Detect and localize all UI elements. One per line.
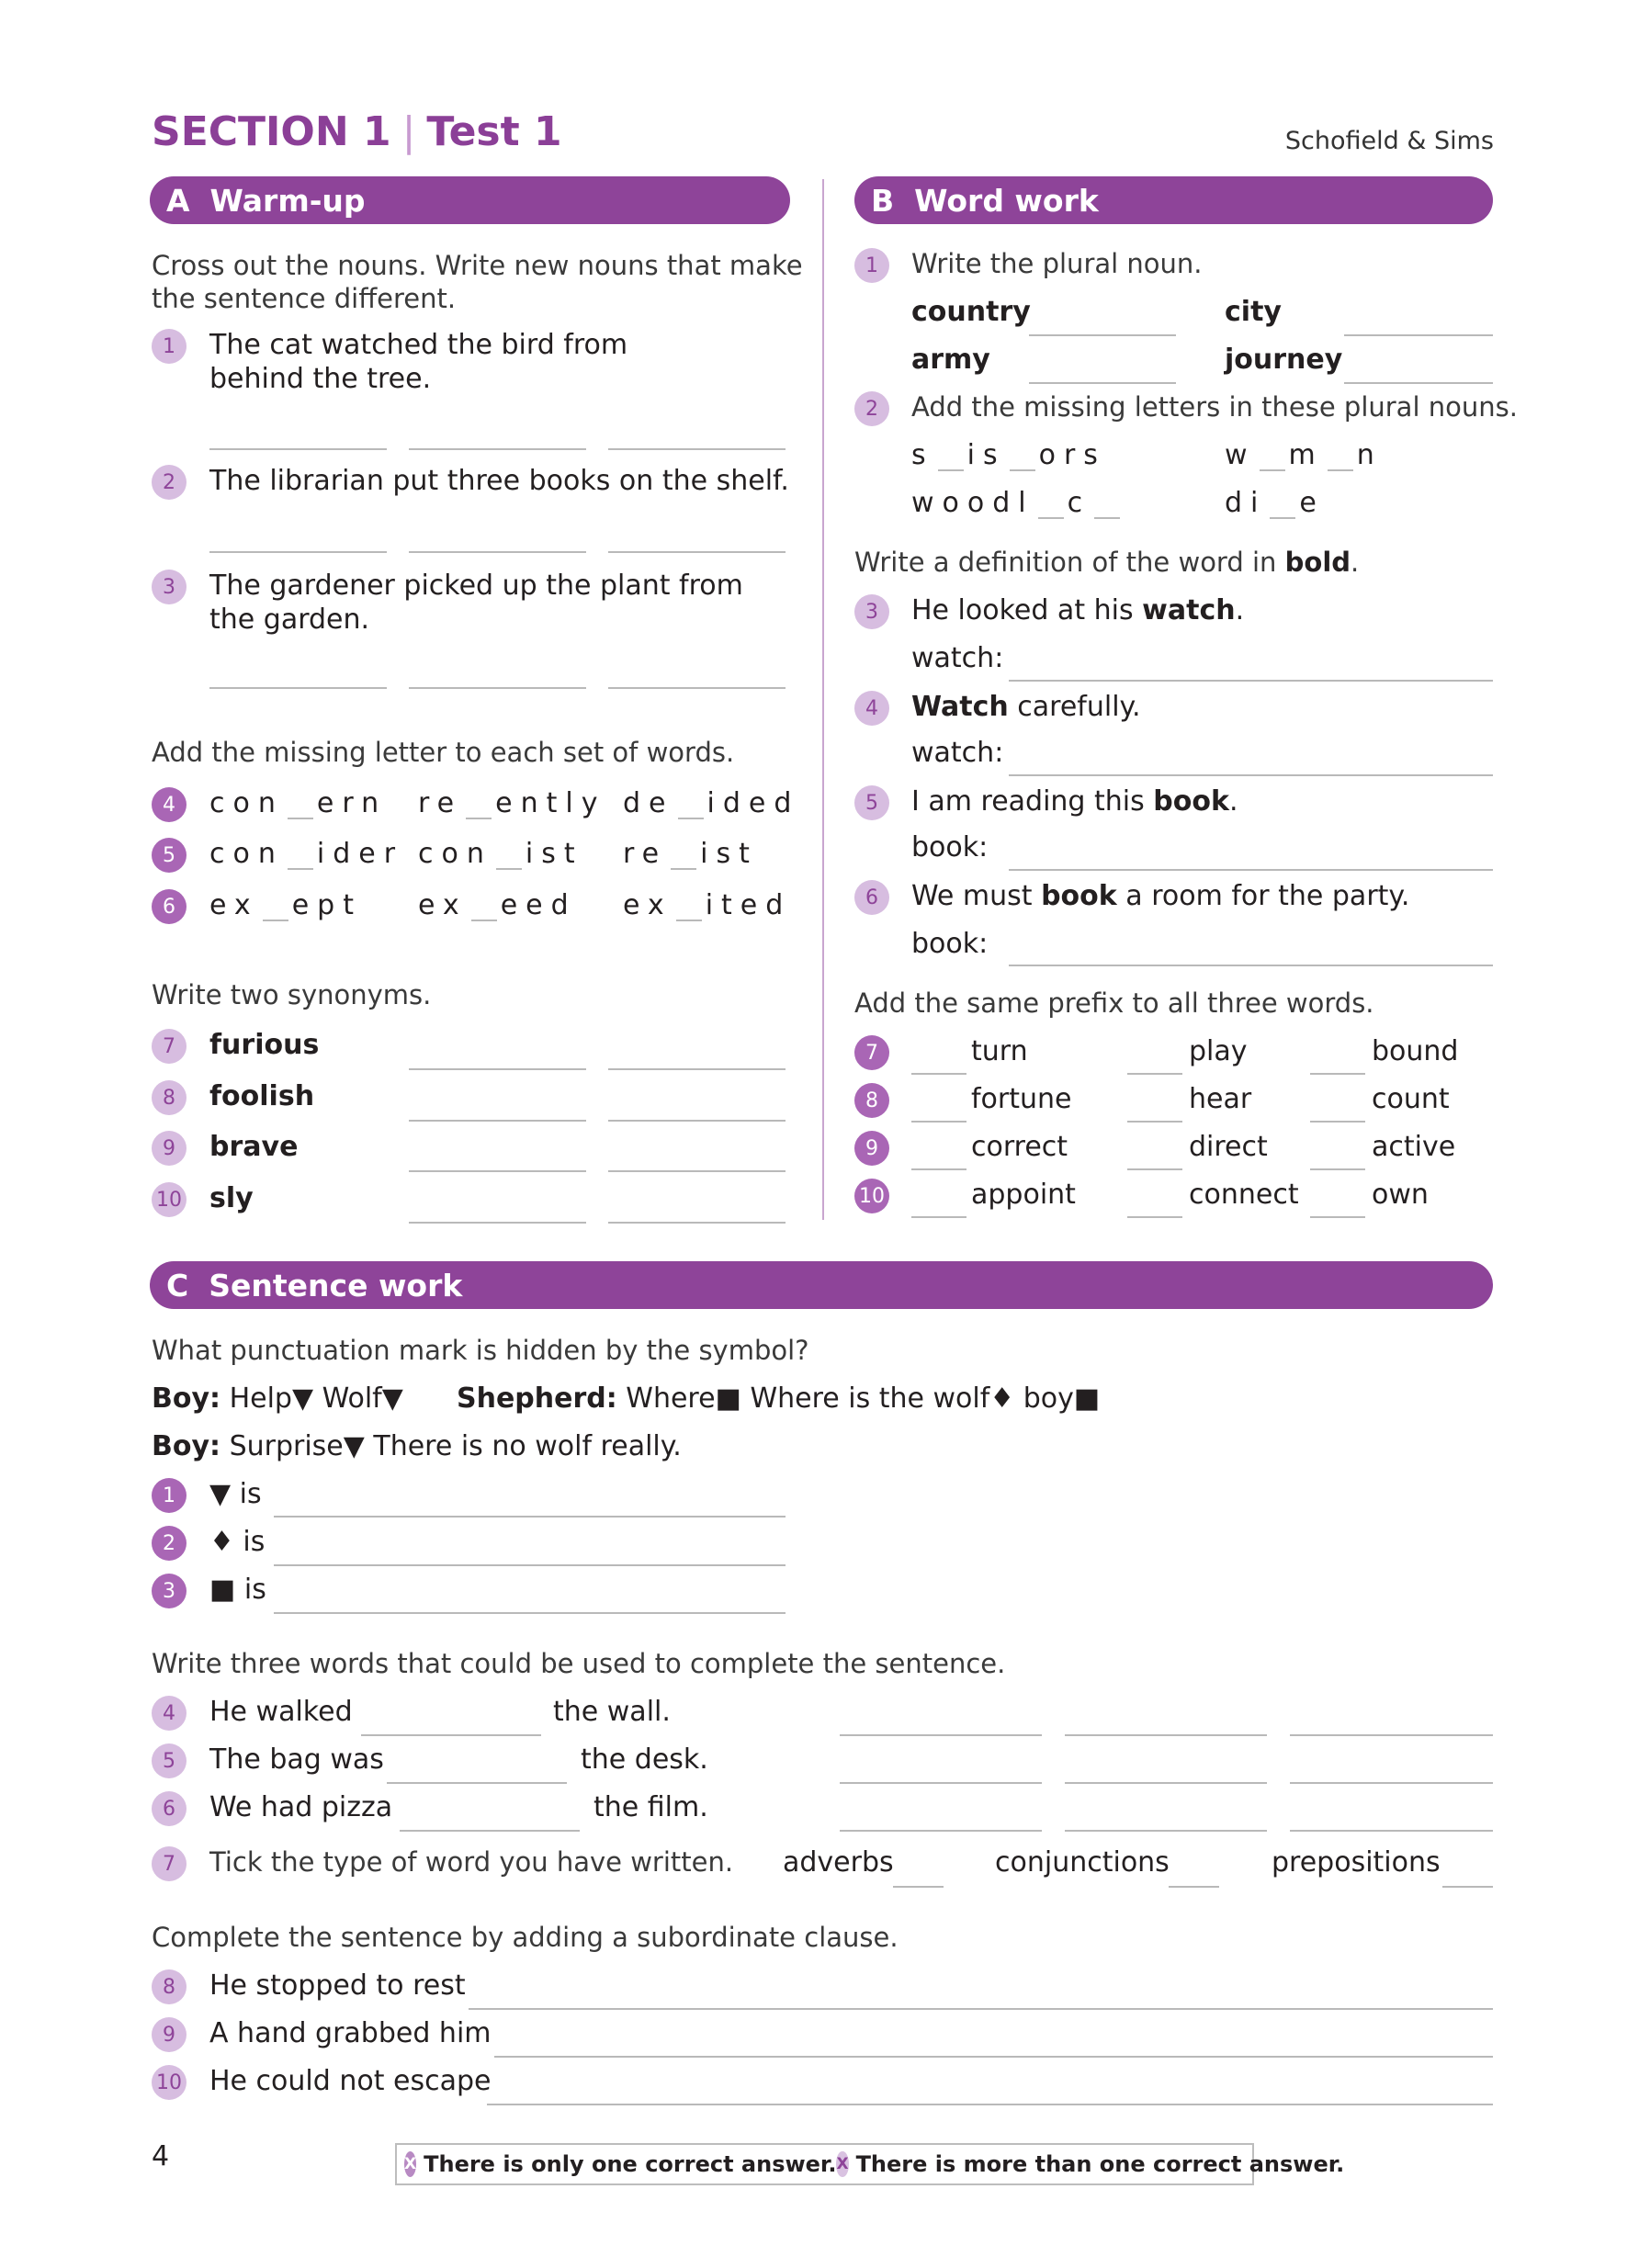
- answer-line[interactable]: [274, 1516, 786, 1518]
- synonym-word: furious: [209, 1029, 320, 1061]
- missing-letters-word: woodl c: [911, 487, 1124, 519]
- question-text: Watch carefully.: [911, 691, 1141, 723]
- section-letter: B: [871, 182, 895, 219]
- answer-line[interactable]: [840, 1782, 1042, 1784]
- prefix-blank[interactable]: [1310, 1168, 1365, 1170]
- prefix-word: turn: [971, 1035, 1028, 1067]
- letter-blank[interactable]: [938, 444, 964, 471]
- question-number: 10: [152, 2065, 187, 2100]
- prefix-word: appoint: [971, 1179, 1076, 1211]
- question-text: Write the plural noun.: [911, 248, 1203, 279]
- sentence-blank[interactable]: [400, 1830, 580, 1832]
- sentence-start: The bag was: [209, 1743, 384, 1776]
- legend-more: There is more than one correct answer.: [855, 2151, 1345, 2177]
- answer-line[interactable]: [608, 687, 786, 689]
- prefix-blank[interactable]: [1310, 1073, 1365, 1075]
- page-title: [152, 108, 562, 155]
- missing-letter-word: ex eed: [418, 889, 577, 921]
- instruction: Write three words that could be used to complete the sentence.: [152, 1648, 1006, 1679]
- answer-line[interactable]: [1065, 1782, 1267, 1784]
- legend-one: There is only one correct answer.: [424, 2151, 837, 2177]
- question-number: 6: [152, 889, 187, 924]
- prefix-word: correct: [971, 1131, 1068, 1163]
- answer-line[interactable]: [1009, 965, 1493, 966]
- answer-line[interactable]: [1029, 334, 1176, 336]
- question-number: 4: [152, 787, 187, 822]
- dialogue-line: Shepherd: Where■ Where is the wolf♦ boy■: [457, 1382, 1101, 1415]
- question-number: 7: [854, 1035, 889, 1070]
- tick-box[interactable]: [1169, 1886, 1219, 1888]
- instruction: What punctuation mark is hidden by the symbol?: [152, 1335, 809, 1366]
- plural-word: city: [1225, 296, 1282, 328]
- definition-label: book:: [911, 928, 989, 960]
- prefix-word: connect: [1189, 1179, 1299, 1211]
- answer-line[interactable]: [209, 687, 387, 689]
- synonym-word: brave: [209, 1131, 299, 1163]
- answer-line[interactable]: [1290, 1830, 1493, 1832]
- single-answer-icon: X: [404, 2151, 416, 2177]
- question-number: 3: [152, 1574, 187, 1608]
- missing-letter-word: re ently: [418, 787, 606, 819]
- answer-line[interactable]: [1029, 382, 1176, 384]
- answer-line[interactable]: [209, 448, 387, 450]
- sentence-start: A hand grabbed him: [209, 2017, 492, 2049]
- answer-line[interactable]: [1344, 334, 1493, 336]
- letter-blank[interactable]: [671, 842, 696, 870]
- question-number: 6: [152, 1791, 187, 1826]
- page-number: 4: [152, 2140, 170, 2172]
- question-text: behind the tree.: [209, 363, 432, 395]
- missing-letter-word: ex ited: [623, 889, 792, 921]
- question-number: 5: [152, 838, 187, 873]
- word-type: adverbs: [783, 1846, 894, 1879]
- answer-line[interactable]: [608, 1068, 786, 1070]
- prefix-blank[interactable]: [1127, 1168, 1182, 1170]
- question-number: 9: [152, 1131, 187, 1166]
- column-divider: [822, 179, 824, 1220]
- word-type: prepositions: [1272, 1846, 1441, 1879]
- prefix-word: fortune: [971, 1083, 1072, 1115]
- prefix-blank[interactable]: [911, 1168, 966, 1170]
- section-b-header: [854, 176, 1493, 224]
- question-text: I am reading this book.: [911, 785, 1238, 818]
- letter-blank[interactable]: [1328, 444, 1353, 471]
- plural-word: journey: [1225, 344, 1343, 376]
- missing-letter-word: ex ept: [209, 889, 362, 921]
- answer-line[interactable]: [840, 1734, 1042, 1736]
- plural-word: army: [911, 344, 990, 376]
- dialogue-line: Boy: Help▼ Wolf▼: [152, 1382, 403, 1415]
- question-number: 4: [152, 1696, 187, 1731]
- tick-box[interactable]: [1442, 1886, 1493, 1888]
- question-text: He looked at his watch.: [911, 594, 1245, 626]
- question-number: 2: [854, 391, 889, 426]
- answer-line[interactable]: [494, 2056, 1493, 2058]
- section-title: Sentence work: [209, 1267, 463, 1303]
- question-text: We must book a room for the party.: [911, 880, 1410, 912]
- symbol-label: ■ is: [209, 1574, 266, 1606]
- question-text: the garden.: [209, 604, 370, 636]
- letter-blank[interactable]: [471, 894, 497, 921]
- missing-letters-word: di e: [1225, 487, 1325, 519]
- answer-line[interactable]: [409, 551, 586, 553]
- prefix-word: own: [1372, 1179, 1429, 1211]
- missing-letters-word: w m n: [1225, 439, 1383, 471]
- question-number: 9: [152, 2017, 187, 2052]
- letter-blank[interactable]: [496, 842, 522, 870]
- instruction: Write a definition of the word in bold.: [854, 547, 1360, 578]
- question-number: 7: [152, 1029, 187, 1064]
- synonym-word: sly: [209, 1182, 254, 1214]
- section-title: Word work: [914, 182, 1099, 219]
- question-number: 3: [854, 594, 889, 629]
- prefix-blank[interactable]: [1127, 1073, 1182, 1075]
- sentence-start: He walked: [209, 1696, 353, 1728]
- question-number: 6: [854, 880, 889, 915]
- question-number: 10: [854, 1179, 889, 1213]
- question-text: The librarian put three books on the shelf.: [209, 465, 789, 497]
- question-text: Tick the type of word you have written.: [209, 1846, 734, 1878]
- section-a-header: [150, 176, 790, 224]
- prefix-blank[interactable]: [911, 1073, 966, 1075]
- question-text: The cat watched the bird from: [209, 329, 628, 361]
- question-number: 9: [854, 1131, 889, 1166]
- answer-line[interactable]: [1065, 1830, 1267, 1832]
- letter-blank[interactable]: [1038, 491, 1064, 519]
- question-number: 10: [152, 1182, 187, 1217]
- letter-blank[interactable]: [466, 792, 492, 819]
- prefix-blank[interactable]: [1127, 1121, 1182, 1123]
- prefix-blank[interactable]: [1310, 1121, 1365, 1123]
- prefix-word: count: [1372, 1083, 1450, 1115]
- answer-line[interactable]: [409, 687, 586, 689]
- prefix-word: active: [1372, 1131, 1456, 1163]
- question-number: 2: [152, 465, 187, 500]
- question-number: 5: [152, 1743, 187, 1778]
- missing-letter-word: de ided: [623, 787, 800, 819]
- answer-line[interactable]: [209, 551, 387, 553]
- sentence-end: the film.: [593, 1791, 708, 1823]
- letter-blank[interactable]: [263, 894, 288, 921]
- answer-key-legend: [395, 2143, 1345, 2185]
- question-number: 2: [152, 1526, 187, 1561]
- sentence-start: We had pizza: [209, 1791, 393, 1823]
- answer-line[interactable]: [1290, 1782, 1493, 1784]
- instruction: Complete the sentence by adding a subordinate clause.: [152, 1922, 899, 1953]
- missing-letter-word: con ider: [209, 838, 404, 870]
- prefix-blank[interactable]: [911, 1121, 966, 1123]
- word-type: conjunctions: [995, 1846, 1170, 1879]
- letter-blank[interactable]: [678, 792, 704, 819]
- letter-blank[interactable]: [1094, 491, 1120, 519]
- missing-letter-word: re ist: [623, 838, 758, 870]
- letter-blank[interactable]: [288, 792, 313, 819]
- answer-line[interactable]: [608, 1170, 786, 1172]
- instruction: the sentence different.: [152, 283, 457, 314]
- multiple-answer-icon: X: [836, 2151, 848, 2177]
- letter-blank[interactable]: [1270, 491, 1295, 519]
- answer-line[interactable]: [469, 2008, 1493, 2010]
- instruction: Write two synonyms.: [152, 979, 432, 1010]
- answer-line[interactable]: [608, 1222, 786, 1224]
- question-number: 5: [854, 785, 889, 820]
- sentence-start: He stopped to rest: [209, 1969, 466, 2002]
- prefix-blank[interactable]: [911, 1216, 966, 1218]
- letter-blank[interactable]: [676, 894, 702, 921]
- question-number: 7: [152, 1846, 187, 1881]
- question-number: 1: [152, 329, 187, 364]
- dialogue-line: Boy: Surprise▼ There is no wolf really.: [152, 1430, 682, 1462]
- instruction: Add the missing letter to each set of words.: [152, 737, 735, 768]
- definition-label: book:: [911, 831, 989, 863]
- letter-blank[interactable]: [1010, 444, 1035, 471]
- sentence-blank[interactable]: [387, 1782, 567, 1784]
- question-number: 8: [854, 1083, 889, 1118]
- answer-line[interactable]: [1290, 1734, 1493, 1736]
- question-text: Add the missing letters in these plural nouns.: [911, 391, 1518, 423]
- missing-letter-word: con ern: [209, 787, 388, 819]
- answer-line[interactable]: [409, 1068, 586, 1070]
- test-label: Test 1: [426, 108, 562, 155]
- answer-line[interactable]: [608, 1120, 786, 1122]
- answer-line[interactable]: [1009, 680, 1493, 682]
- sentence-end: the wall.: [553, 1696, 671, 1728]
- answer-line[interactable]: [409, 1170, 586, 1172]
- answer-line[interactable]: [274, 1612, 786, 1614]
- letter-blank[interactable]: [1260, 444, 1285, 471]
- question-number: 8: [152, 1969, 187, 2004]
- question-number: 1: [854, 248, 889, 283]
- prefix-word: play: [1189, 1035, 1248, 1067]
- tick-box[interactable]: [893, 1886, 944, 1888]
- missing-letters-word: s is ors: [911, 439, 1106, 471]
- section-label: SECTION 1: [152, 108, 391, 155]
- letter-blank[interactable]: [288, 842, 313, 870]
- answer-line[interactable]: [409, 1222, 586, 1224]
- symbol-label: ♦ is: [209, 1526, 266, 1558]
- definition-label: watch:: [911, 642, 1004, 674]
- prefix-blank[interactable]: [1310, 1216, 1365, 1218]
- synonym-word: foolish: [209, 1080, 315, 1112]
- answer-line[interactable]: [1344, 382, 1493, 384]
- prefix-blank[interactable]: [1127, 1216, 1182, 1218]
- answer-line[interactable]: [1009, 869, 1493, 871]
- question-number: 4: [854, 691, 889, 726]
- prefix-word: direct: [1189, 1131, 1268, 1163]
- symbol-label: ▼ is: [209, 1478, 262, 1510]
- question-number: 1: [152, 1478, 187, 1513]
- answer-line[interactable]: [274, 1564, 786, 1566]
- sentence-blank[interactable]: [361, 1734, 541, 1736]
- question-number: 8: [152, 1080, 187, 1115]
- title-separator: |: [401, 108, 416, 155]
- prefix-word: hear: [1189, 1083, 1252, 1115]
- definition-label: watch:: [911, 737, 1004, 769]
- plural-word: country: [911, 296, 1031, 328]
- question-text: The gardener picked up the plant from: [209, 570, 743, 602]
- answer-line[interactable]: [608, 551, 786, 553]
- missing-letter-word: con ist: [418, 838, 583, 870]
- prefix-word: bound: [1372, 1035, 1459, 1067]
- answer-line[interactable]: [1065, 1734, 1267, 1736]
- answer-line[interactable]: [1009, 774, 1493, 776]
- answer-line[interactable]: [487, 2104, 1493, 2105]
- section-letter: A: [166, 182, 190, 219]
- instruction: Cross out the nouns. Write new nouns that make: [152, 250, 803, 281]
- instruction: Add the same prefix to all three words.: [854, 987, 1374, 1019]
- answer-line[interactable]: [608, 448, 786, 450]
- section-title: Warm-up: [209, 182, 366, 219]
- question-number: 3: [152, 570, 187, 604]
- answer-line[interactable]: [409, 1120, 586, 1122]
- publisher: Schofield & Sims: [1284, 127, 1494, 155]
- section-c-header: [150, 1261, 1493, 1309]
- answer-line[interactable]: [840, 1830, 1042, 1832]
- sentence-end: the desk.: [581, 1743, 708, 1776]
- section-letter: C: [166, 1267, 189, 1303]
- sentence-start: He could not escape: [209, 2065, 492, 2097]
- answer-line[interactable]: [409, 448, 586, 450]
